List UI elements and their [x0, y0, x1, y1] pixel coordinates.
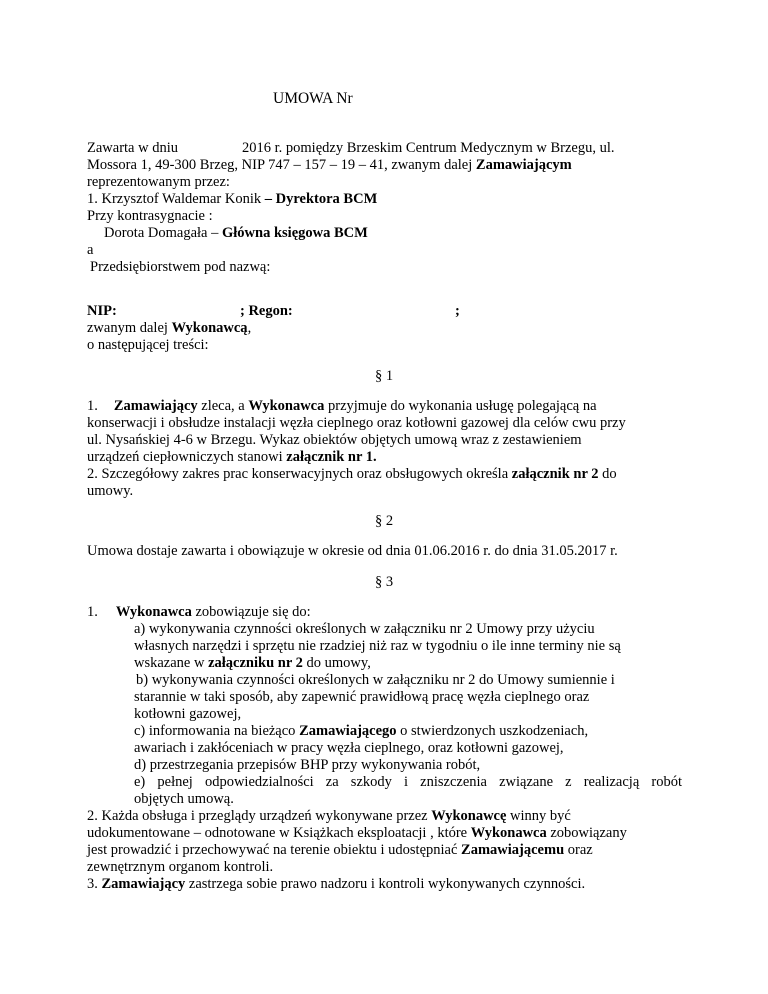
sec1-p1-line2: konserwacji i obsłudze instalacji węzła cieplnego oraz kotłowni gazowej dla celów cwu przy	[87, 415, 626, 431]
sec3-item-c-line2: awariach i zakłóceniach w pracy węzła cieplnego, oraz kotłowni gazowej,	[134, 740, 564, 756]
sec1-p1-line3: ul. Nysańskiej 4-6 w Brzegu. Wykaz obiektów objętych umową wraz z zestawieniem	[87, 432, 582, 448]
regon-end: ;	[455, 303, 460, 319]
sec3-item-e-line1: e) pełnej odpowiedzialności za szkody i zniszczenia związane z realizacją robót	[134, 774, 682, 790]
sec3-item-b-line1: b) wykonywania czynności określonych w załączniku nr 2 do Umowy sumiennie i	[136, 672, 615, 688]
sec3-item-b-line2: starannie w taki sposób, aby zapewnić prawidłową pracę węzła cieplnego oraz	[134, 689, 590, 705]
nip-label: NIP:	[87, 303, 117, 319]
intro-countersign: Przy kontrasygnacie :	[87, 208, 213, 224]
sec3-p2-line4: zewnętrznym organom kontroli.	[87, 859, 274, 875]
section-3-heading: § 3	[374, 574, 394, 590]
sec3-item-b-line3: kotłowni gazowej,	[134, 706, 242, 722]
contract-title: UMOWA Nr	[273, 90, 353, 107]
sec1-p1-line1: 1. Zamawiający zleca, a Wykonawca przyjmuje do wykonania usługę polegającą na	[87, 398, 597, 414]
sec3-item-a-line1: a) wykonywania czynności określonych w załączniku nr 2 Umowy przy użyciu	[134, 621, 595, 637]
sec2-text: Umowa dostaje zawarta i obowiązuje w okresie od dnia 01.06.2016 r. do dnia 31.05.2017 r.	[87, 543, 618, 559]
intro-line-3: reprezentowanym przez:	[87, 174, 230, 190]
section-2-heading: § 2	[374, 513, 394, 529]
section-1-heading: § 1	[374, 368, 394, 384]
sec1-p2-line2: umowy.	[87, 483, 134, 499]
intro-accountant: Dorota Domagała – Główna księgowa BCM	[104, 225, 368, 241]
intro-line-2: Mossora 1, 49-300 Brzeg, NIP 747 – 157 – 19 – 41, zwanym dalej Zamawiającym	[87, 157, 572, 173]
intro-and: a	[87, 242, 94, 258]
sec1-p2-line1: 2. Szczegółowy zakres prac konserwacyjnych oraz obsługowych określa załącznik nr 2 do	[87, 466, 617, 482]
sec3-item-a-line2: własnych narzędzi i sprzętu nie rzadziej niż raz w tygodniu o ile inne terminy nie są	[134, 638, 621, 654]
contractor-alias: zwanym dalej Wykonawcą,	[87, 320, 252, 336]
sec3-p1-line1: 1. Wykonawca zobowiązuje się do:	[87, 604, 311, 620]
contractor-following: o następującej treści:	[87, 337, 209, 353]
intro-representative: 1. Krzysztof Waldemar Konik – Dyrektora BCM	[87, 191, 378, 207]
sec1-p1-line4: urządzeń ciepłowniczych stanowi załącznik nr 1.	[87, 449, 377, 465]
sec3-p2-line1: 2. Każda obsługa i przeglądy urządzeń wykonywane przez Wykonawcę winny być	[87, 808, 571, 824]
intro-company: Przedsiębiorstwem pod nazwą:	[90, 259, 271, 275]
sec3-item-c-line1: c) informowania na bieżąco Zamawiającego o stwierdzonych uszkodzeniach,	[134, 723, 589, 739]
intro-line-1: Zawarta w dniu 2016 r. pomiędzy Brzeskim Centrum Medycznym w Brzegu, ul.	[87, 140, 615, 156]
sec3-item-e-line2: objętych umową.	[134, 791, 234, 807]
sec3-p2-line3: jest prowadzić i przechowywać na terenie obiektu i udostępniać Zamawiającemu oraz	[87, 842, 593, 858]
sec3-item-a-line3: wskazane w załączniku nr 2 do umowy,	[134, 655, 371, 671]
sec3-p3-line1: 3. Zamawiający zastrzega sobie prawo nadzoru i kontroli wykonywanych czynności.	[87, 876, 586, 892]
sec3-item-d-line1: d) przestrzegania przepisów BHP przy wykonywania robót,	[134, 757, 481, 773]
sec3-p2-line2: udokumentowane – odnotowane w Książkach eksploatacji , które Wykonawca zobowiązany	[87, 825, 627, 841]
regon-label: ; Regon:	[240, 303, 293, 319]
